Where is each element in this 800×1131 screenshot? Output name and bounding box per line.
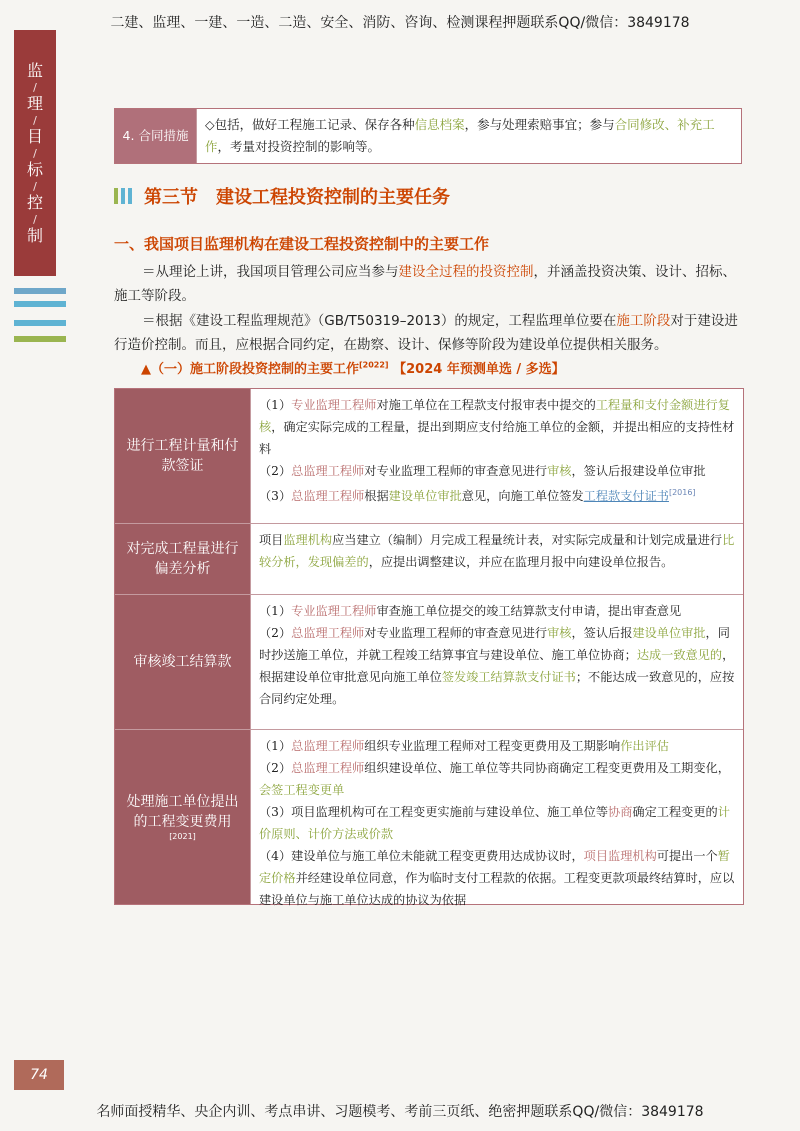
decor-stripe	[14, 288, 66, 294]
side-tab-char: 理	[26, 93, 43, 113]
row-label: 对完成工程量进行偏差分析	[115, 524, 251, 594]
top-table-text: ◇包括，做好工程施工记录、保存各种信息档案，参与处理索赔事宜；参与合同修改、补充工作，考量对投资控制的影响等。	[205, 117, 715, 154]
side-tab-char: 标	[26, 159, 43, 179]
top-table	[114, 108, 742, 164]
side-tab-char: 目	[26, 126, 43, 146]
table-row	[115, 523, 743, 594]
chapter-side-tab: 监 / 理 / 目 / 标 / 控 / 制	[14, 30, 56, 276]
side-tab-char: 监	[26, 60, 43, 80]
row-label: 审核竣工结算款	[115, 595, 251, 729]
row-label: 进行工程计量和付款签证	[115, 389, 251, 523]
row-content: （1）总监理工程师组织专业监理工程师对工程变更费用及工期影响作出评估 （2）总监理工程师组织建设单位、施工单位等共同协商确定工程变更费用及工期变化，会签工程变更单 （3）项目监理机构可在工程变更实施前与建设单位、施工单位等协商确定工程变更的计价原则、计价方法或价款 （4）建设单位与施工单位未能就工程变更费用达成协议时，项目监理机构可提出一个暂定价格并经建设单位同意，作为临时支付工程款的依据。工程变更款项最终结算时，应以建设单位与施工单位达成的协议为依据	[259, 739, 735, 907]
row-content: （1）专业监理工程师对施工单位在工程款支付报审表中提交的工程量和支付金额进行复核，确定实际完成的工程量，提出到期应支付给施工单位的金额，并提出相应的支持性材料 （2）总监理工程师对专业监理工程师的审查意见进行审核，签认后报建设单位审批 （3）总监理工程师根据建设单位审批意见，向施工单位签发工程款支付证书[2016]	[259, 398, 735, 504]
row-label: 处理施工单位提出的工程变更费用 [2021]	[115, 730, 251, 904]
paragraph-1: ＝从理论上讲，我国项目管理公司应当参与建设全过程的投资控制，并涵盖投资决策、设计、招标、施工等阶段。	[114, 264, 736, 304]
table-row	[115, 594, 743, 729]
decor-stripe	[14, 301, 66, 307]
header-ad: 二建、监理、一建、一造、二造、安全、消防、咨询、检测课程押题联系QQ/微信：3849178	[110, 15, 690, 31]
row-content: 项目监理机构应当建立（编制）月完成工程量统计表，对实际完成量和计划完成量进行比较分析，发现偏差的，应提出调整建议，并应在监理月报中向建设单位报告。	[259, 533, 735, 569]
footer-ad: 名师面授精华、央企内训、考点串讲、习题模考、考前三页纸、绝密押题联系QQ/微信：3849178	[96, 1104, 704, 1120]
page-number: 74	[14, 1060, 64, 1090]
side-tab-char: 控	[26, 192, 43, 212]
heading-1: 一、我国项目监理机构在建设工程投资控制中的主要工作	[114, 235, 490, 253]
side-tab-char: 制	[26, 225, 43, 245]
section-bars-icon	[114, 188, 132, 204]
table-row	[115, 729, 743, 907]
table-row	[115, 389, 743, 523]
top-table-label: 4. 合同措施	[115, 109, 197, 163]
decor-stripe	[14, 336, 66, 342]
section-title: 第三节 建设工程投资控制的主要任务	[114, 183, 450, 209]
main-table	[114, 388, 744, 905]
row-content: （1）专业监理工程师审查施工单位提交的竣工结算款支付申请，提出审查意见 （2）总监理工程师对专业监理工程师的审查意见进行审核，签认后报建设单位审批，同时抄送施工单位，并就工程竣工结算事宜与建设单位、施工单位协商；达成一致意见的，根据建设单位审批意见向施工单位签发竣工结算款支付证书；不能达成一致意见的，应按合同约定处理。	[259, 604, 735, 706]
decor-stripe	[14, 320, 66, 326]
subheading: ▲（一）施工阶段投资控制的主要工作[2022] 【2024 年预测单选 / 多选】	[141, 360, 565, 377]
paragraph-2: ＝根据《建设工程监理规范》（GB/T50319–2013）的规定，工程监理单位要在施工阶段对于建设进行造价控制。而且，应根据合同约定，在勘察、设计、保修等阶段为建设单位提供相关服务。	[114, 313, 738, 353]
